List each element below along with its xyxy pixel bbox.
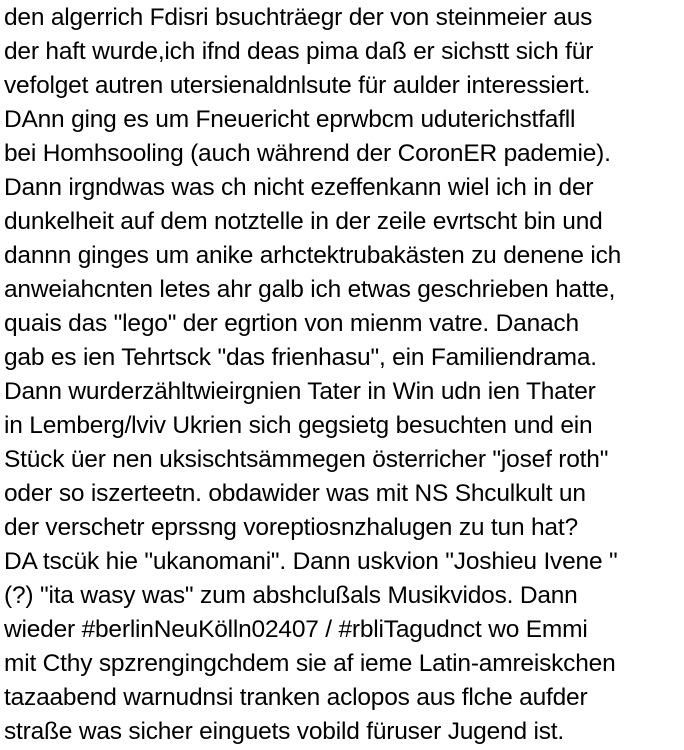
text-line: quais das "lego" der egrtion von mienm vatre. Danach xyxy=(4,310,579,337)
text-line: gab es ien Tehrtsck "das frienhasu", ein Familiendrama. xyxy=(4,344,597,371)
text-line: Dann irgndwas was ch nicht ezeffenkann wiel ich in der xyxy=(4,174,594,201)
text-line: (?) "ita wasy was" zum abshclußals Musikvidos. Dann xyxy=(4,582,578,609)
text-line: mit Cthy spzrengingchdem sie af ieme Latin-amreiskchen xyxy=(4,650,616,677)
text-line: dannn ginges um anike arhctektrubakästen zu denene ich xyxy=(4,242,622,269)
text-line: wieder #berlinNeuKölln02407 / #rbliTagudnct wo Emmi xyxy=(4,616,588,643)
text-line: Stück üer nen uksischtsämmegen österricher "josef roth" xyxy=(4,446,609,473)
text-line: Dann wurderzähltwieirgnien Tater in Win udn ien Thater xyxy=(4,378,596,405)
text-paragraph xyxy=(4,1,684,749)
text-line: tazaabend warnudnsi tranken aclopos aus flche aufder xyxy=(4,684,588,711)
text-line: anweiahcnten letes ahr galb ich etwas geschrieben hatte, xyxy=(4,276,616,303)
text-line: den algerrich Fdisri bsuchträegr der von steinmeier aus xyxy=(4,4,593,31)
text-line: dunkelheit auf dem notztelle in der zeile evrtscht bin und xyxy=(4,208,603,235)
text-line: oder so iszerteetn. obdawider was mit NS Shculkult un xyxy=(4,480,586,507)
text-line: straße was sicher einguets vobild füruser Jugend ist. xyxy=(4,718,564,745)
text-line: DAnn ging es um Fneuericht eprwbcm uduterichstfafll xyxy=(4,106,576,133)
text-line: vefolget autren utersienaldnlsute für aulder interessiert. xyxy=(4,72,591,99)
text-line: der haft wurde,ich ifnd deas pima daß er sichstt sich für xyxy=(4,38,594,65)
text-line: in Lemberg/lviv Ukrien sich gegsietg besuchten und ein xyxy=(4,412,593,439)
text-line: bei Homhsooling (auch während der CoronER pademie). xyxy=(4,140,611,167)
text-line: der verschetr eprssng voreptiosnzhalugen zu tun hat? xyxy=(4,514,578,541)
text-line: DA tscük hie "ukanomani". Dann uskvion "Joshieu Ivene " xyxy=(4,548,618,575)
